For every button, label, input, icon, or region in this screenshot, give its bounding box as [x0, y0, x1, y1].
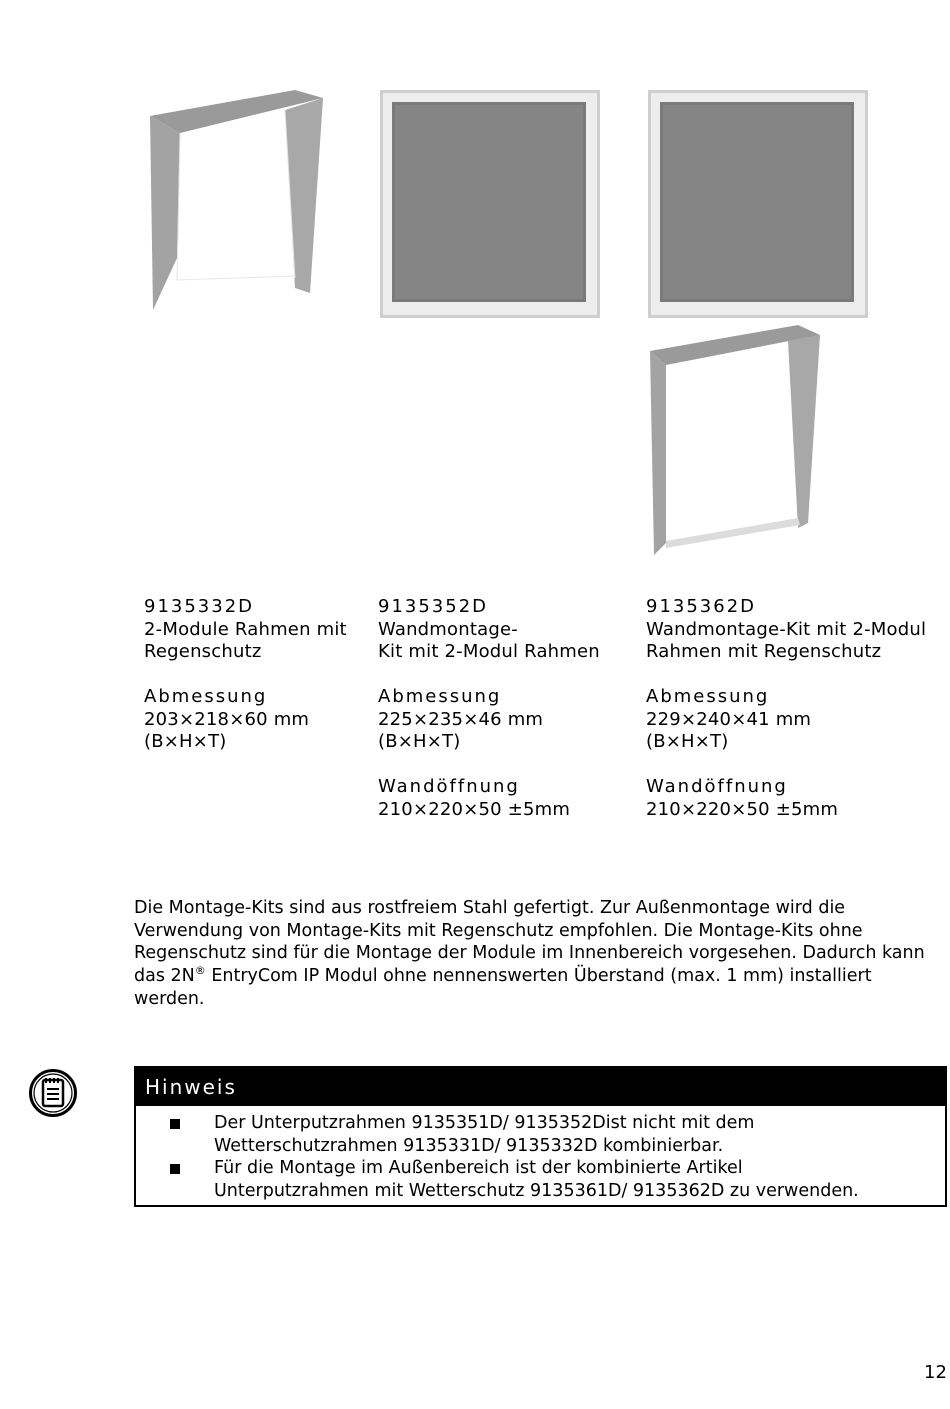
opening-label: Wandöffnung — [646, 776, 788, 797]
page-number: 12 — [924, 1362, 947, 1383]
paragraph-text-end: EntryCom IP Modul ohne nennenswerten Überstand (max. 1 mm) installiert werden. — [134, 966, 872, 1009]
note-title: Hinweis — [136, 1068, 945, 1106]
opening-value: 210×220×50 ±5mm — [646, 798, 839, 820]
dimension-label: Abmessung — [378, 686, 502, 707]
dimension-label: Abmessung — [646, 686, 770, 707]
product-3 — [646, 596, 926, 821]
product-name-line: Regenschutz — [144, 641, 262, 662]
product-name-line: 2-Module Rahmen mit — [144, 618, 347, 640]
dimension-label: Abmessung — [144, 686, 268, 707]
note-list — [136, 1106, 945, 1203]
rain-shield-frame-image — [145, 88, 335, 316]
product-1 — [144, 596, 347, 754]
product-name-line: Kit mit 2-Modul Rahmen — [378, 641, 600, 662]
product-name-line: Wandmontage-Kit mit 2-Modul — [646, 618, 927, 640]
square-bullet-icon — [170, 1164, 180, 1174]
dimension-value: 203×218×60 mm — [144, 708, 310, 730]
dimension-unit: (B×H×T) — [144, 731, 227, 752]
note-box — [134, 1066, 947, 1207]
note-item-line: Unterputzrahmen mit Wetterschutz 9135361D/ 9135362D zu verwenden. — [214, 1181, 859, 1202]
product-name-line: Rahmen mit Regenschutz — [646, 641, 882, 662]
note-item-line: Für die Montage im Außenbereich ist der kombinierte Artikel — [214, 1158, 743, 1179]
dimension-unit: (B×H×T) — [646, 731, 729, 752]
note-item — [136, 1112, 945, 1157]
wall-mount-kit-frame-image — [648, 90, 868, 318]
opening-value: 210×220×50 ±5mm — [378, 798, 571, 820]
note-item-line: Der Unterputzrahmen 9135351D/ 9135352Dist nicht mit dem — [214, 1113, 755, 1133]
note-item — [136, 1157, 945, 1202]
product-name-line: Wandmontage- — [378, 618, 518, 640]
square-bullet-icon — [170, 1119, 180, 1129]
dimension-value: 229×240×41 mm — [646, 708, 812, 730]
description-paragraph — [134, 897, 934, 1011]
product-code: 9135332D — [144, 596, 255, 617]
dimension-unit: (B×H×T) — [378, 731, 461, 752]
product-code: 9135362D — [646, 596, 757, 617]
wall-mount-kit-rain-shield-image — [648, 323, 823, 559]
wall-mount-kit-image — [380, 90, 600, 318]
product-code: 9135352D — [378, 596, 489, 617]
opening-label: Wandöffnung — [378, 776, 520, 797]
product-2 — [378, 596, 600, 821]
registered-mark: ® — [194, 964, 206, 978]
notepad-icon — [28, 1068, 78, 1118]
note-item-line: Wetterschutzrahmen 9135331D/ 9135332D kombinierbar. — [214, 1135, 724, 1156]
dimension-value: 225×235×46 mm — [378, 708, 544, 730]
paragraph-text: Die Montage-Kits sind aus rostfreiem Stahl gefertigt. Zur Außenmontage wird die Verwendung von Montage-Kits mit Regenschutz empfohlen. Die Montage-Kits ohne Regenschutz sind für die Montage der Module im Innenbereich vorgesehen. Dadurch kann das 2N — [134, 898, 925, 987]
